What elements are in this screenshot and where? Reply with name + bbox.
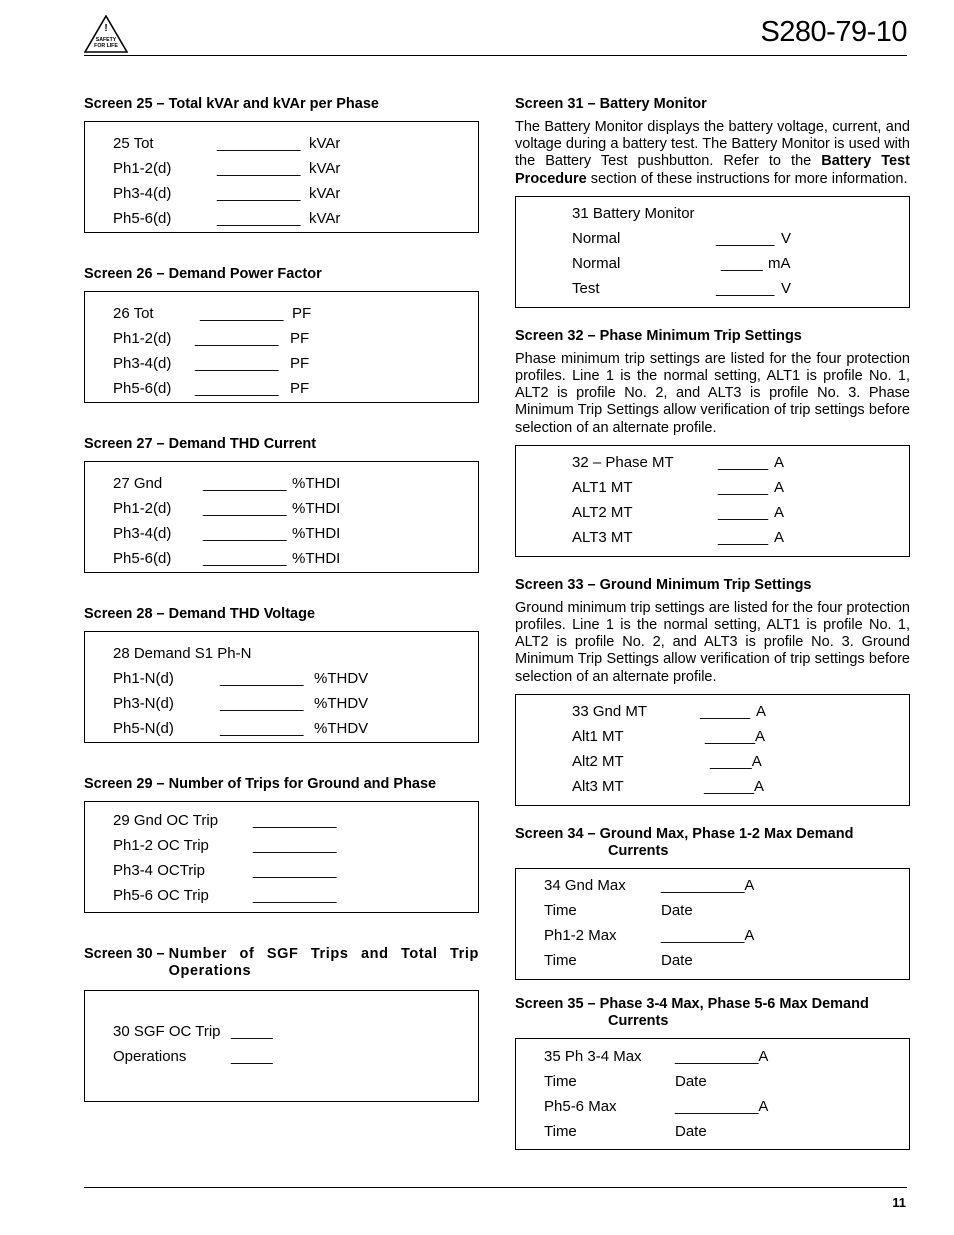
svg-text:!: ! bbox=[104, 23, 108, 34]
screen-30-heading-text: Number of SGF Trips and Total Trip Operations bbox=[168, 946, 479, 979]
table-row: 26 Tot __________ PF bbox=[113, 305, 312, 322]
header-rule bbox=[84, 55, 907, 56]
table-row: Ph5-6(d) __________ kVAr bbox=[113, 210, 341, 227]
table-row: Ph1-N(d) __________ %THDV bbox=[113, 670, 369, 687]
table-row: Normal _____ mA bbox=[572, 254, 791, 272]
table-row: Ph3-4(d) __________ %THDI bbox=[113, 525, 341, 542]
table-row: Ph5-6 Max __________A bbox=[544, 1097, 769, 1115]
screen-34-box bbox=[515, 868, 910, 980]
document-number: S280-79-10 bbox=[760, 16, 907, 48]
table-row: 25 Tot __________ kVAr bbox=[113, 135, 341, 152]
page-number: 11 bbox=[892, 1195, 906, 1210]
table-row: ALT2 MT ______ A bbox=[572, 503, 785, 521]
screen-31-box bbox=[515, 196, 910, 308]
table-row: Ph3-4(d) __________ PF bbox=[113, 355, 310, 372]
screen-32-heading: Screen 32 – Phase Minimum Trip Settings bbox=[515, 327, 802, 344]
table-row: 30 SGF OC Trip _____ bbox=[113, 1023, 273, 1040]
left-column bbox=[84, 96, 479, 1102]
screen-28-title-row: 28 Demand S1 Ph-N bbox=[113, 645, 252, 662]
table-row: 34 Gnd Max __________A bbox=[544, 876, 755, 894]
screen-32-box bbox=[515, 445, 910, 557]
screen-35-heading: Screen 35 – Phase 3-4 Max, Phase 5-6 Max Demand Currents bbox=[515, 995, 869, 1029]
screen-25-box bbox=[84, 121, 479, 233]
screen-28-heading: Screen 28 – Demand THD Voltage bbox=[84, 606, 316, 622]
screen-29-heading: Screen 29 – Number of Trips for Ground and Phase bbox=[84, 776, 437, 792]
table-row: 27 Gnd __________ %THDI bbox=[113, 475, 341, 492]
table-row: 32 – Phase MT ______ A bbox=[572, 453, 785, 471]
table-row: Ph1-2 OC Trip __________ bbox=[113, 837, 337, 854]
screen-25-heading: Screen 25 – Total kVAr and kVAr per Phase bbox=[84, 96, 379, 112]
screen-35-box bbox=[515, 1038, 910, 1150]
table-row: Ph3-4(d) __________ kVAr bbox=[113, 185, 341, 202]
table-row: Operations _____ bbox=[113, 1048, 273, 1065]
table-row: 29 Gnd OC Trip __________ bbox=[113, 812, 337, 829]
table-row: 35 Ph 3-4 Max __________A bbox=[544, 1047, 769, 1065]
table-row: Ph5-6(d) __________ PF bbox=[113, 380, 310, 397]
screen-33-description: Ground minimum trip settings are listed for the four protection profiles. Line 1 is the normal setting, ALT1 is profile No. 1, ALT2 is profile No. 2, and ALT3 is profile No. 3. Ground Minimum Trip Settings allow verification of trip settings before selection of an alternate profile. bbox=[515, 599, 910, 685]
table-row: Alt1 MT ______A bbox=[572, 727, 766, 745]
table-row: Ph3-N(d) __________ %THDV bbox=[113, 695, 369, 712]
table-row: Ph1-2(d) __________ %THDI bbox=[113, 500, 341, 517]
screen-31-description: The Battery Monitor displays the battery voltage, current, and voltage during a battery test. The Battery Monitor is used with the Battery Test pushbutton. Refer to the Battery Test Procedure section of these instructions for more information. bbox=[515, 119, 910, 187]
table-row: Ph5-N(d) __________ %THDV bbox=[113, 720, 369, 737]
table-row: Normal _______ V bbox=[572, 229, 792, 247]
screen-27-heading: Screen 27 – Demand THD Current bbox=[84, 436, 317, 452]
logo-text-for-life: FOR LIFE bbox=[94, 43, 118, 49]
screen-26-heading: Screen 26 – Demand Power Factor bbox=[84, 266, 322, 282]
table-row: Time Date bbox=[544, 1072, 707, 1090]
table-row: Ph1-2 Max __________A bbox=[544, 926, 755, 944]
footer-rule bbox=[84, 1187, 907, 1188]
table-row: Test _______ V bbox=[572, 279, 792, 297]
table-row: Ph1-2(d) __________ kVAr bbox=[113, 160, 341, 177]
table-row: ALT1 MT ______ A bbox=[572, 478, 785, 496]
safety-for-life-logo bbox=[84, 15, 128, 53]
screen-26-box bbox=[84, 291, 479, 403]
table-row: Alt2 MT _____A bbox=[572, 752, 762, 770]
screen-30-heading-prefix: Screen 30 – bbox=[84, 946, 169, 962]
screen-33-box bbox=[515, 694, 910, 806]
table-row: 33 Gnd MT ______ A bbox=[572, 702, 767, 720]
screen-31-heading: Screen 31 – Battery Monitor bbox=[515, 96, 707, 112]
table-row: Time Date bbox=[544, 901, 693, 919]
table-row: Time Date bbox=[544, 951, 693, 969]
screen-31-title-row: 31 Battery Monitor bbox=[572, 204, 695, 222]
right-column bbox=[515, 96, 910, 1150]
logo-text-safety: SAFETY bbox=[95, 37, 117, 43]
screen-29-box bbox=[84, 801, 479, 913]
table-row: Time Date bbox=[544, 1122, 707, 1140]
screen-27-box bbox=[84, 461, 479, 573]
table-row: Ph3-4 OCTrip __________ bbox=[113, 862, 337, 879]
table-row: Ph5-6 OC Trip __________ bbox=[113, 887, 337, 904]
screen-30-box bbox=[84, 990, 479, 1102]
table-row: Ph5-6(d) __________ %THDI bbox=[113, 550, 341, 567]
screen-33-heading: Screen 33 – Ground Minimum Trip Settings bbox=[515, 576, 812, 593]
table-row: Ph1-2(d) __________ PF bbox=[113, 330, 310, 347]
table-row: Alt3 MT ______A bbox=[572, 777, 765, 795]
screen-34-heading: Screen 34 – Ground Max, Phase 1-2 Max Demand Currents bbox=[515, 825, 854, 859]
screen-32-description: Phase minimum trip settings are listed for the four protection profiles. Line 1 is the normal setting, ALT1 is profile No. 1, ALT2 is profile No. 2, and ALT3 is profile No. 3. Phase Minimum Trip Settings allow verification of trip settings before selection of an alternate profile. bbox=[515, 350, 910, 436]
screen-28-box bbox=[84, 631, 479, 743]
screen-30-heading bbox=[84, 946, 479, 980]
table-row: ALT3 MT ______ A bbox=[572, 528, 785, 546]
